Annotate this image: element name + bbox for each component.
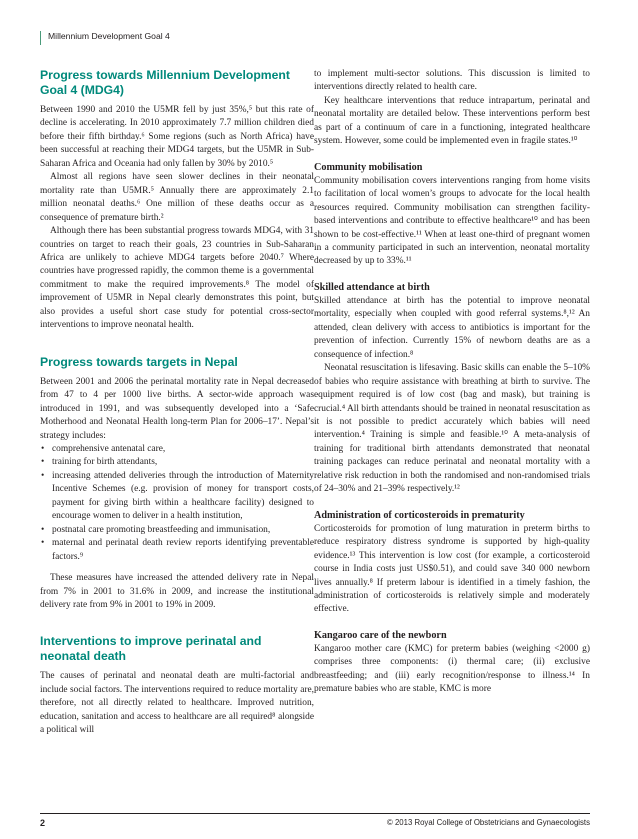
subheading-skilled-attendance: Skilled attendance at birth [314,281,430,293]
list-item: • maternal and perinatal death review reports identifying preventable factors.⁹ [52,537,314,564]
paragraph: Community mobilisation covers interventions ranging from home visits to facilitation of local women’s groups to advocate for the local health resources required. Community mobilisation can strengthen facility-based interventions and contribute to effective healthcare¹⁰ and has been shown to be cost-effective.¹¹ When at least one-third of pregnant women in a community participated in such an intervention, neonatal mortality decreased by up to 33%.¹¹ [314,175,590,267]
page-number: 2 [40,818,46,828]
section-heading-nepal: Progress towards targets in Nepal [40,354,238,369]
left-column [40,68,314,738]
paragraph: These measures have increased the attended delivery rate in Nepal from 7% in 2001 to 31.6% in 2009, and increase the institutional delivery rate from 9% in 2001 to 19% in 2009. [40,573,314,610]
paragraph: Corticosteroids for promotion of lung maturation in preterm births to reduce respiratory distress syndrome is supported by high-quality evidence.¹³ This intervention is low cost (for example, a corticosteroid course in India costs just US$0.51), and could save 340 000 newborn lives annually.⁸ If preterm labour is identified in a timely fashion, the administration of corticosteroids is relatively simple and moderately effective. [314,523,590,615]
strategy-list [40,443,314,564]
running-header: Millennium Development Goal 4 [48,31,170,41]
section-heading-interventions: Interventions to improve perinatal and neonatal death [40,634,262,664]
list-item: • postnatal care promoting breastfeeding and immunisation, [52,524,314,537]
right-column [314,68,590,697]
header-rule [40,31,41,45]
paragraph: Almost all regions have seen slower declines in their neonatal mortality rate than U5MR.⁵ Annually there are approximately 2.1 million neonatal deaths.⁶ One million of these deaths occur as a consequence of premature birth.² [40,172,314,223]
paragraph: Kangaroo mother care (KMC) for preterm babies (weighing <2000 g) comprises three components: (i) thermal care; (ii) exclusive breastfeeding; and (iii) early recognition/response to illness.¹⁴ In premature babies who are stable, KMC is more [314,643,590,695]
paragraph: to implement multi-sector solutions. This discussion is limited to interventions directly related to health care. [314,69,590,93]
subheading-corticosteroids: Administration of corticosteroids in prematurity [314,509,525,521]
copyright-notice: © 2013 Royal College of Obstetricians and Gynaecologists [387,818,590,827]
list-item: • comprehensive antenatal care, [52,443,314,456]
paragraph: Between 2001 and 2006 the perinatal mortality rate in Nepal decreased from 47 to 4 per 1000 live births. A sector-wide approach was introduced in 1991, and was subsequently developed into a ‘Safe Motherhood and Neonatal Health long-term Plan for 2006–17’. Nepal’s strategy includes: [40,376,314,441]
footer-rule [40,813,590,814]
paragraph: Although there has been substantial progress towards MDG4, with 31 countries on target to reach their goals, 23 countries in Sub-Saharan Africa are unlikely to achieve MDG4 targets before 2040.⁷ Where countries have progressed rapidly, the common theme is a governmental commitment to make the required improvements.⁸ The model of improvement of U5MR in Nepal clearly demonstrates this point, but also provides a useful short case study for potential cross-sector interventions to improve neonatal health. [40,226,314,331]
paragraph: Key healthcare interventions that reduce intrapartum, perinatal and neonatal mortality are detailed below. These interventions perform best as part of a continuum of care in a functioning, integrated healthcare system. However, some could be implemented even in fragile states.¹⁰ [314,95,590,147]
paragraph: Between 1990 and 2010 the U5MR fell by just 35%,⁵ but this rate of decline is accelerating. In 2010 approximately 7.7 million children died before their fifth birthday.⁶ Some regions (such as North Africa) have been successful at reaching their MDG4 targets, but the U5MR in Sub-Saharan Africa and Oceania had only fallen by 30% by 2010.⁵ [40,105,314,169]
subheading-community-mobilisation: Community mobilisation [314,161,423,173]
paragraph: Neonatal resuscitation is lifesaving. Basic skills can enable the 5–10% of babies who require assistance with breathing at birth to survive. The equipment required is of low cost (bag and mask), but training is crucial.⁴ All birth attendants should be trained in neonatal resuscitation as it is not possible to predict accurately which babies will need intervention.⁴ Training is simple and feasible.¹⁰ A meta-analysis of training for traditional birth attendants demonstrated that neonatal training packages can reduce perinatal and neonatal mortality with a relative risk reduction in both the randomised and non-randomised trials of 24–30% and 21–39% respectively.¹² [314,363,590,495]
subheading-kangaroo-care: Kangaroo care of the newborn [314,629,447,641]
list-item: • increasing attended deliveries through the introduction of Maternity Incentive Schemes (e.g. provision of money for transport costs, payment for giving birth within a healthcare facility) designed to encourage women to deliver in a health institution, [52,470,314,524]
paragraph: Skilled attendance at birth has the potential to improve neonatal mortality, especially when coupled with good referral systems.⁸,¹² An attended, clean delivery with access to antibiotics is important for the prevention of infection. Currently 15% of newborn deaths are as a consequence of infection.⁸ [314,295,590,360]
section-heading-mdg4: Progress towards Millennium Development Goal 4 (MDG4) [40,68,290,97]
paragraph: The causes of perinatal and neonatal death are multi-factorial and include social factors. The interventions required to reduce mortality are, therefore, not all directly related to healthcare. Improved nutrition, education, sanitation and access to healthcare are all required⁸ alongside a political will [40,671,314,736]
list-item: • training for birth attendants, [52,456,314,469]
